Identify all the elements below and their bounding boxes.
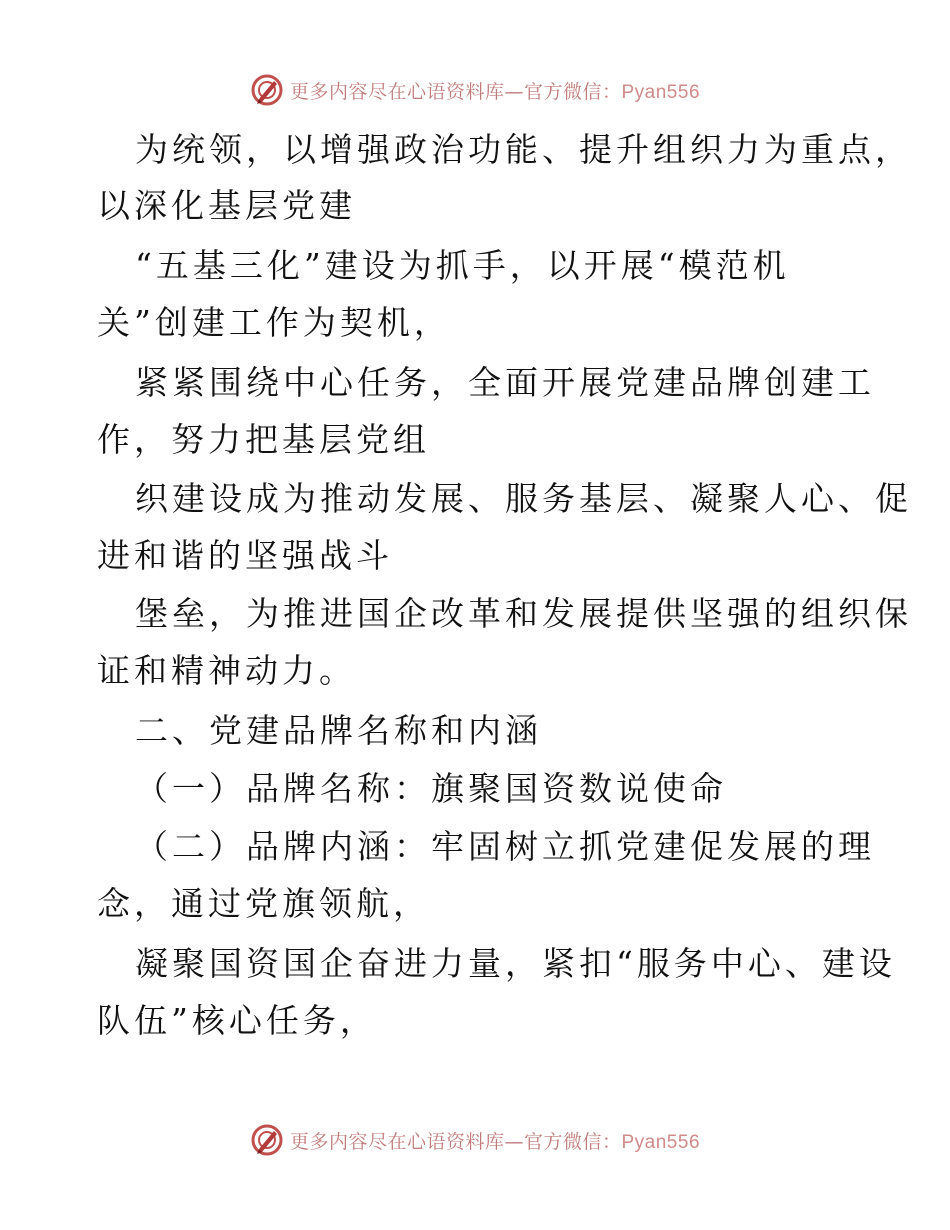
watermark-handle: Pyan556: [621, 81, 701, 103]
paragraph-line: “五基三化”建设为抓手，以开展“模范机: [135, 246, 790, 285]
paragraph-line: 为统领，以增强政治功能、提升组织力为重点，: [135, 130, 912, 169]
watermark-text: 更多内容尽在心语资料库—官方微信：Pyan556: [289, 80, 701, 103]
paragraph-line: 进和谐的坚强战斗: [97, 536, 393, 575]
paragraph-line: 队伍”核心任务，: [97, 1001, 377, 1040]
paragraph-line: （一）品牌名称：旗聚国资数说使命: [135, 769, 727, 808]
header-watermark: [0, 70, 950, 110]
paragraph-line: 作，努力把基层党组: [97, 420, 430, 459]
section-heading: 二、党建品牌名称和内涵: [135, 711, 542, 750]
paragraph-line: 关”创建工作为契机，: [97, 303, 451, 342]
paragraph-line: （二）品牌内涵：牢固树立抓党建促发展的理: [135, 827, 875, 866]
pen-logo-icon: [250, 73, 284, 107]
watermark-text: 更多内容尽在心语资料库—官方微信：Pyan556: [289, 1130, 701, 1153]
paragraph-line: 紧紧围绕中心任务，全面开展党建品牌创建工: [135, 363, 875, 402]
pen-logo-icon: [250, 1123, 284, 1157]
paragraph-line: 念，通过党旗领航，: [97, 884, 430, 923]
footer-watermark: [0, 1120, 950, 1160]
watermark-handle: Pyan556: [621, 1131, 701, 1153]
paragraph-line: 凝聚国资国企奋进力量，紧扣“服务中心、建设: [135, 944, 896, 983]
paragraph-line: 证和精神动力。: [97, 651, 356, 690]
paragraph-line: 堡垒，为推进国企改革和发展提供坚强的组织保: [135, 594, 912, 633]
paragraph-line: 织建设成为推动发展、服务基层、凝聚人心、促: [135, 479, 912, 518]
paragraph-line: 以深化基层党建: [97, 186, 356, 225]
